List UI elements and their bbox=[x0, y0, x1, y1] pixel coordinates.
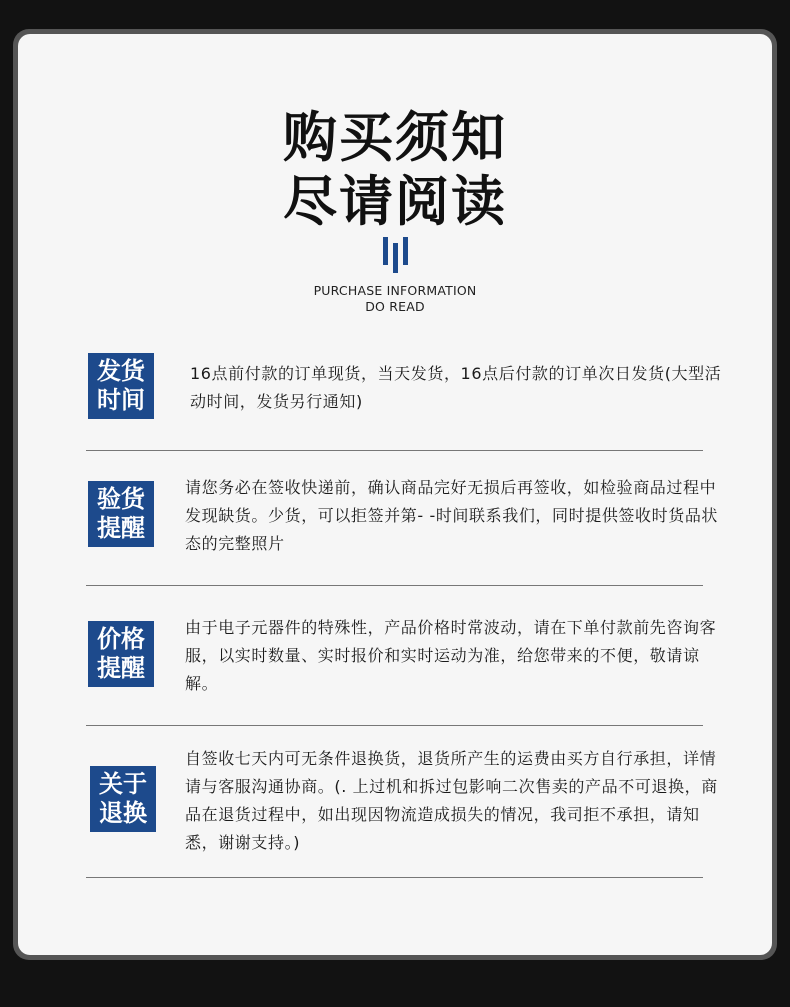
divider bbox=[86, 585, 703, 586]
badge-line1: 发货 bbox=[97, 357, 145, 385]
section-text-shipping-time: 16点前付款的订单现货，当天发货，16点后付款的订单次日发货(大型活动时间，发货另行通知) bbox=[190, 364, 722, 411]
section-text-returns: 自签收七天内可无条件退换货，退货所产生的运费由买方自行承担，详情请与客服沟通协商。(. 上过机和拆过包影响二次售卖的产品不可退换，商品在退货过程中，如出现因物流造成损失的情况，我司拒不承担，请知悉，谢谢支持。) bbox=[185, 749, 718, 852]
decorative-bars-icon bbox=[383, 237, 409, 273]
section-badge-shipping-time bbox=[88, 353, 154, 419]
section-badge-price-reminder bbox=[88, 621, 154, 687]
bar-left bbox=[383, 237, 388, 265]
divider bbox=[86, 877, 703, 878]
badge-line1: 验货 bbox=[97, 485, 145, 513]
section-text-price-reminder: 由于电子元器件的特殊性，产品价格时常波动，请在下单付款前先咨询客服，以实时数量、实时报价和实时运动为准，给您带来的不便，敬请谅解。 bbox=[185, 618, 717, 693]
divider bbox=[86, 725, 703, 726]
badge-line2: 时间 bbox=[97, 386, 145, 414]
badge-line2: 提醒 bbox=[97, 654, 145, 682]
page-title-line2: 尽请阅读 bbox=[283, 170, 507, 233]
badge-line1: 关于 bbox=[99, 770, 147, 798]
bar-middle bbox=[393, 243, 398, 273]
section-badge-inspection-reminder bbox=[88, 481, 154, 547]
subtitle-line2: DO READ bbox=[365, 299, 425, 314]
badge-line1: 价格 bbox=[97, 625, 145, 653]
page-title-line1: 购买须知 bbox=[283, 106, 507, 169]
bar-right bbox=[403, 237, 408, 265]
section-text-inspection-reminder: 请您务必在签收快递前，确认商品完好无损后再签收，如检验商品过程中发现缺货。少货，可以拒签并第- -时间联系我们，同时提供签收时货品状态的完整照片 bbox=[185, 478, 719, 553]
badge-line2: 提醒 bbox=[97, 514, 145, 542]
badge-line2: 退换 bbox=[99, 799, 147, 827]
section-badge-returns bbox=[90, 766, 156, 832]
subtitle-line1: PURCHASE INFORMATION bbox=[313, 283, 477, 298]
divider bbox=[86, 450, 703, 451]
